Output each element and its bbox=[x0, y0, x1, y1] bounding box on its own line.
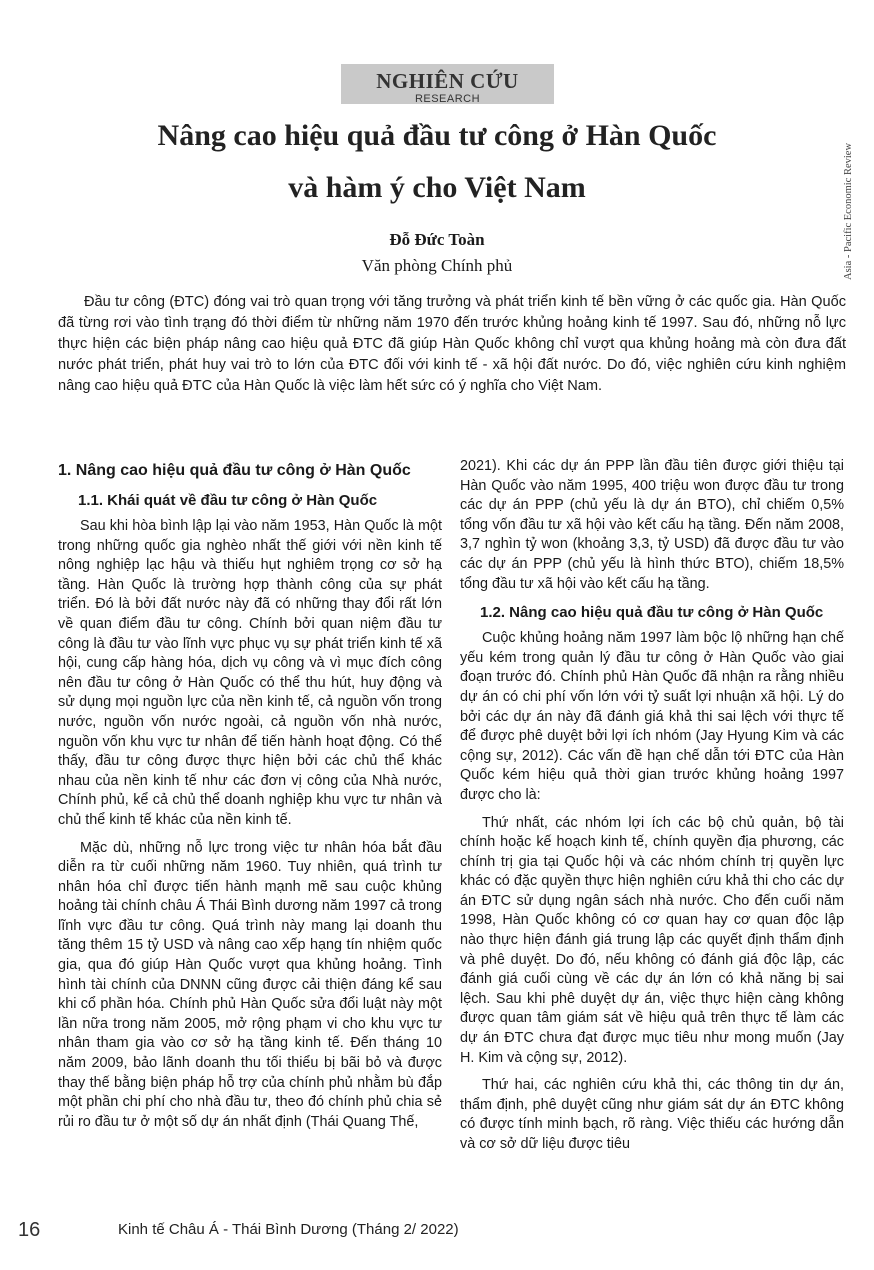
paragraph-continued: 2021). Khi các dự án PPP lần đầu tiên được giới thiệu tại Hàn Quốc vào năm 1995, 400 triệu won được đầu tư trong các dự án PPP (chủ yếu là dự án BTO), chỉ chiếm 0,5% tổng vốn đầu tư xã hội vào kết cấu hạ tầng. Đến năm 2008, 3,7 nghìn tỷ won (khoảng 3,3, tỷ USD) đã được đầu tư vào các dự án PPP (chủ yếu là hình thức BTO), chiếm 18,5% tổng đầu tư xã hội vào kết cấu hạ tầng. bbox=[460, 458, 844, 592]
author-name: Đỗ Đức Toàn bbox=[389, 230, 485, 249]
abstract: Đầu tư công (ĐTC) đóng vai trò quan trọng với tăng trưởng và phát triển kinh tế bền vững ở các quốc gia. Hàn Quốc đã từng rơi vào tình trạng đó thời điểm từ những năm 1970 đến trước khủng hoảng kinh tế 1997. Sau đó, những nỗ lực thực hiện các biện pháp nâng cao hiệu quả ĐTC đã giúp Hàn Quốc không chỉ vượt qua khủng hoảng mà còn đưa đất nước phát triển, phát huy vai trò to lớn của ĐTC đối với kinh tế - xã hội đất nước. Do đó, việc nghiên cứu kinh nghiệm nâng cao hiệu quả ĐTC của Hàn Quốc là việc làm hết sức có ý nghĩa cho Việt Nam. bbox=[58, 294, 846, 394]
journal-footer: Kinh tế Châu Á - Thái Bình Dương (Tháng 2/ 2022) bbox=[118, 1221, 459, 1238]
title-line-2: và hàm ý cho Việt Nam bbox=[288, 171, 586, 204]
paragraph: Thứ nhất, các nhóm lợi ích các bộ chủ quản, bộ tài chính hoặc kế hoạch kinh tế, chính quyền địa phương, các chính trị gia tại Quốc hội và các nhóm chính trị quyền lực khác có đặc quyền thực hiện nghiên cứu khả thi cho các dự án ĐTC sử dụng ngân sách nhà nước. Cho đến cuối năm 1998, Hàn Quốc không có cơ quan hay cơ quan độc lập nào thực hiện đánh giá trung lập các quyết định thẩm định và phê duyệt. Do đó, nếu không có đánh giá độc lập, các đánh giá cuối cùng về các dự án lớn có khả năng bị sai lệch. Sau khi phê duyệt dự án, việc thực hiện càng không được quan tâm giám sát về hiệu quả trên thực tế làm các dự án ĐTC chưa đạt được mục tiêu như mong muốn (Jay H. Kim và cộng sự, 2012). bbox=[460, 814, 844, 1066]
author-affiliation: Văn phòng Chính phủ bbox=[361, 256, 513, 275]
left-column bbox=[58, 460, 442, 1140]
heading-section-1: 1. Nâng cao hiệu quả đầu tư công ở Hàn Quốc bbox=[58, 462, 411, 479]
journal-side-label: Asia - Pacific Economic Review bbox=[843, 142, 854, 280]
section-subtitle: RESEARCH bbox=[414, 93, 481, 105]
heading-section-1-1: 1.1. Khái quát về đầu tư công ở Hàn Quốc bbox=[78, 492, 378, 509]
article-title bbox=[60, 110, 814, 214]
paragraph: Sau khi hòa bình lập lại vào năm 1953, Hàn Quốc là một trong những quốc gia nghèo nhất thế giới với nền kinh tế nông nghiệp lạc hậu và thiếu hụt nghiêm trọng cơ sở hạ tầng. Hàn Quốc là trường hợp thành công của sự phát triển. Đó là bởi đất nước này đã có những thay đổi rất lớn về quan điểm đầu tư công. Chính bởi quan niệm đầu tư công là đầu tư vào lĩnh vực phục vụ sự phát triển kinh tế xã hội, cung cấp hàng hóa, dịch vụ công và vì mục đích công nên đầu tư công ở Hàn Quốc có thể thu hút, huy động và sử dụng mọi nguồn lực của nền kinh tế, cả nguồn vốn trong nước, nguồn vốn nước ngoài, cả nguồn vốn nhà nước, nguồn vốn khu vực tư nhân để tiến hành hoạt động. Có thể thấy, đầu tư công được thực hiện bởi các chủ thể khác nhau của nền kinh tế như các đơn vị công của Nhà nước, Chính phủ, kể cả chủ thể doanh nghiệp khu vực tư nhân và chủ thể kinh tế khác của nền kinh tế. bbox=[58, 518, 442, 828]
right-column bbox=[460, 457, 844, 1163]
heading-section-1-2: 1.2. Nâng cao hiệu quả đầu tư công ở Hàn Quốc bbox=[480, 604, 824, 622]
paragraph: Mặc dù, những nỗ lực trong việc tư nhân hóa bắt đầu diễn ra từ cuối những năm 1960. Tuy nhiên, quá trình tư nhân hóa chỉ được tiến hành mạnh mẽ sau cuộc khủng hoảng tài chính châu Á Thái Bình dương năm 1997 cả trong lĩnh vực đầu tư công. Quá trình này mang lại doanh thu tăng thêm 15 tỷ USD và nâng cao xếp hạng tín nhiệm quốc gia, qua đó giúp Hàn Quốc vượt qua khủng hoảng. Tình hình tài chính của DNNN cũng được cải thiện đáng kể sau khi cổ phần hóa. Chính phủ Hàn Quốc sửa đổi luật này một lần nữa trong năm 2005, mở rộng phạm vi cho khu vực tư nhân tham gia vào cơ sở hạ tầng kinh tế. Đến tháng 10 năm 2009, bảo lãnh doanh thu tối thiểu bị bãi bỏ và được thay thế bằng biện pháp hỗ trợ của chính phủ nhằm bù đắp một phần chi phí cho nhà đầu tư, theo đó chính phủ chia sẻ rủi ro đầu tư ở một số dự án nhất định (Thái Quang Thế, bbox=[58, 839, 442, 1130]
title-line-1: Nâng cao hiệu quả đầu tư công ở Hàn Quốc bbox=[157, 119, 717, 152]
paragraph: Cuộc khủng hoảng năm 1997 làm bộc lộ những hạn chế yếu kém trong quản lý đầu tư công ở Hàn Quốc vào giai đoạn trước đó. Chính phủ Hàn Quốc đã nhận ra rằng nhiều dự án có chi phí vốn lớn với tỷ suất lợi nhuận xã hội. Lý do bởi các dự án này đã đánh giá khả thi sai lệch với thực tế để được phê duyệt bởi lợi ích nhóm (Jay Hyung Kim và các cộng sự, 2012). Các vấn đề hạn chế dẫn tới ĐTC của Hàn Quốc kém hiệu quả thời gian trước khủng hoảng 1997 được cho là: bbox=[460, 630, 844, 803]
paragraph: Thứ hai, các nghiên cứu khả thi, các thông tin dự án, thẩm định, phê duyệt cũng như giám sát dự án ĐTC không có được tính minh bạch, rõ ràng. Việc thiếu các hướng dẫn và cơ sở dữ liệu được tiêu bbox=[460, 1077, 844, 1152]
page-number: 16 bbox=[18, 1219, 41, 1241]
section-header bbox=[341, 64, 554, 104]
section-title: NGHIÊN CỨU bbox=[376, 69, 519, 93]
